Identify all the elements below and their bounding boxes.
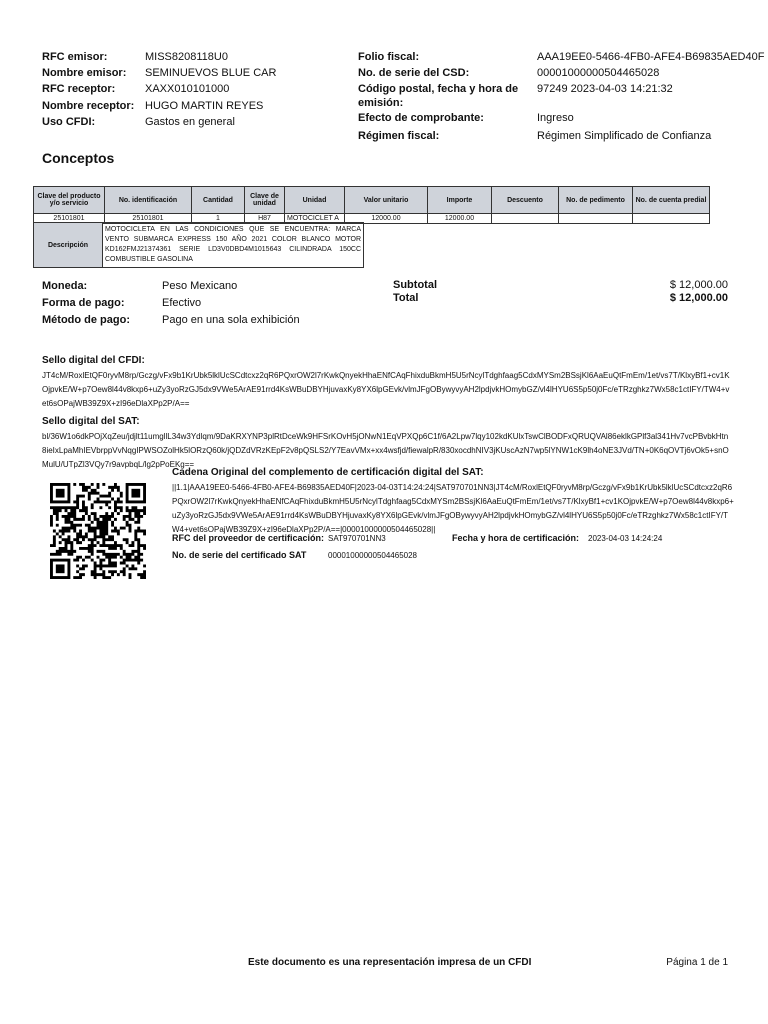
efecto-value: Ingreso [537, 112, 574, 124]
cell-clave-producto: 25101801 [34, 214, 105, 224]
moneda-value: Peso Mexicano [162, 280, 238, 292]
cell-no-pedimento [559, 214, 633, 224]
metodo-pago-value: Pago en una sola exhibición [162, 314, 300, 326]
uso-cfdi-value: Gastos en general [145, 116, 235, 128]
descripcion-table [33, 222, 364, 268]
total-label: Total [393, 292, 419, 304]
cell-cantidad: 1 [192, 214, 245, 224]
header-clave-unidad: Clave de unidad [245, 187, 285, 214]
rfc-receptor-label: RFC receptor: [42, 83, 116, 95]
folio-fiscal-value: AAA19EE0-5466-4FB0-AFE4-B69835AED40F [537, 51, 765, 63]
rfc-cert-label: RFC del proveedor de certificación: [172, 533, 325, 543]
sello-sat-value: bl/36W1o6dkPOjXqZeu/jdjlt11umgllL34w3Ydlqm/9DaKRXYNP3plRtDceWk9HFSrKOvH5jONwN1EqVPXQp6C1f/6A2Lpw7lqy102kdKUlxTswClBODFxQRUQVAl86eklkGPlf3al341Hv7vcPBvbkHtn8ieIxLpaMhIEVbrppVvNqgIPWSOZolHk5lORzQ60k/jQDZdVRzKEpF2v8pQSLS2/Y7EavVMx+xx4wsfjd/fiewalpR/830xocdhNIV3jKUscAzN7wp5lYNW1cK9lh4oNE3JVd/TN+0K6qOVTj6vOk5+snOMulU/UTpZl3VQy7r9avpbqL/lg2pPoEKg== [42, 432, 729, 469]
header-importe: Importe [428, 187, 492, 214]
rfc-receptor-value: XAXX010101000 [145, 83, 230, 95]
cell-importe: 12000.00 [428, 214, 492, 224]
header-clave-producto: Clave del producto y/o servicio [34, 187, 105, 214]
rfc-emisor-value: MISS8208118U0 [145, 51, 228, 63]
cp-fecha-label-2: emisión: [358, 97, 404, 109]
descripcion-text: MOTOCICLETA EN LAS CONDICIONES QUE SE ENCUENTRA: MARCA VENTO SUBMARCA EXPRESS 150 AÑO 2021 COLOR BLANCO MOTOR KD162FMJ21374361 SERIE LD3V0DBD4M1015643 CILINDRADA 150CC COMBUSTIBLE GASOLINA [103, 223, 364, 268]
regimen-value: Régimen Simplificado de Confianza [537, 130, 712, 142]
rfc-cert-value: SAT970701NN3 [328, 534, 386, 543]
conceptos-header-row [34, 187, 710, 214]
fecha-cert-label: Fecha y hora de certificación: [452, 533, 580, 543]
header-descuento: Descuento [492, 187, 559, 214]
forma-pago-label: Forma de pago: [42, 297, 125, 309]
forma-pago-value: Efectivo [162, 297, 202, 309]
header-cantidad: Cantidad [192, 187, 245, 214]
cell-no-cuenta-predial [633, 214, 710, 224]
cell-valor-unitario: 12000.00 [345, 214, 428, 224]
cp-fecha-value: 97249 2023-04-03 14:21:32 [537, 83, 673, 95]
nombre-receptor-label: Nombre receptor: [42, 100, 135, 112]
serie-cert-value: 00001000000504465028 [328, 551, 417, 560]
efecto-label: Efecto de comprobante: [358, 112, 484, 124]
folio-fiscal-label: Folio fiscal: [358, 51, 420, 63]
sello-cfdi-label: Sello digital del CFDI: [42, 355, 145, 366]
nombre-receptor-value: HUGO MARTIN REYES [145, 100, 264, 112]
header-no-identificacion: No. identificación [105, 187, 192, 214]
fecha-cert-value: 2023-04-03 14:24:24 [588, 534, 663, 543]
regimen-label: Régimen fiscal: [358, 130, 440, 142]
cp-fecha-label-1: Código postal, fecha y hora de [358, 83, 519, 95]
csd-value: 00001000000504465028 [537, 67, 660, 79]
page-number: Página 1 de 1 [666, 957, 728, 968]
conceptos-title: Conceptos [42, 150, 115, 166]
nombre-emisor-value: SEMINUEVOS BLUE CAR [145, 67, 277, 79]
header-no-pedimento: No. de pedimento [559, 187, 633, 214]
total-value: $ 12,000.00 [669, 292, 728, 304]
csd-label: No. de serie del CSD: [358, 67, 470, 79]
rfc-emisor-label: RFC emisor: [42, 51, 108, 63]
moneda-label: Moneda: [42, 280, 88, 292]
header-valor-unitario: Valor unitario [345, 187, 428, 214]
header-unidad: Unidad [285, 187, 345, 214]
cadena-value: ||1.1|AAA19EE0-5466-4FB0-AFE4-B69835AED40F|2023-04-03T14:24:24|SAT970701NN3|JT4cM/RoxlEtQF0ryvM8rp/Gczg/vFx9b1KrUbk5lklUcSCdtcxz2qR6PQxrOW2l7rKwkQnyekHhaENfCAqFhixduBkmH5U5rNcylTdghfaag5CdxMYSm2BSsjKl6AaEuQtFmEm/1et/vs7T/KlxyBf1+cv1KOjpvkE/W+p7Oew8l44v8kxp6+uZy3yoRzGJ5dx9VWe5ArAE91rrd4KsWBuDBYHjuvaxKy8YX6lpGEvk/vlmJFgOBywyvyAH2lpdjvkHOmybGZ/vl4lHYU6S5p50j0Fc/eTRzghkz7Wx58c1ctIFY/TW4+vet6sOPajWB39Z9X+zI96eDlaXPp2P/A==|00001000000504465028|| [172, 483, 734, 534]
cadena-label: Cadena Original del complemento de certificación digital del SAT: [172, 467, 484, 478]
metodo-pago-label: Método de pago: [42, 314, 130, 326]
nombre-emisor-label: Nombre emisor: [42, 67, 127, 79]
descripcion-label: Descripción [34, 223, 103, 268]
subtotal-value: $ 12,000.00 [669, 279, 728, 291]
footer-leyenda: Este documento es una representación impresa de un CFDI [248, 957, 532, 968]
conceptos-table [33, 186, 710, 224]
sello-sat-label: Sello digital del SAT: [42, 416, 140, 427]
qr-code-icon [50, 479, 146, 583]
header-no-cuenta-predial: No. de cuenta predial [633, 187, 710, 214]
subtotal-label: Subtotal [393, 279, 437, 291]
cell-clave-unidad: H87 [245, 214, 285, 224]
uso-cfdi-label: Uso CFDI: [42, 116, 96, 128]
sello-cfdi-value: JT4cM/RoxlEtQF0ryvM8rp/Gczg/vFx9b1KrUbk5lklUcSCdtcxz2qR6PQxrOW2l7rKwkQnyekHhaENfCAqFhixduBkmH5U5rNcylTdghfaag5CdxMYSm2BSsjKl6AaEuQtFmEm/1et/vs7T/KlxyBf1+cv1KOjpvkE/W+p7Oew8l44v8kxp6+uZy3yoRzGJ5dx9VWe5ArAE91rrd4KsWBuDBYHjuvaxKy8YX6lpGEvk/vlmJFgOBywyvyAH2lpdjvkHOmybGZ/vl4lHYU6S5p50j0Fc/eTRzghkz7Wx58c1ctIFY/TW4+vet6sOPajWB39Z9X+zI96eDlaXPp2P/A== [42, 371, 730, 408]
serie-cert-label: No. de serie del certificado SAT [172, 550, 307, 560]
cell-descuento [492, 214, 559, 224]
cell-no-identificacion: 25101801 [105, 214, 192, 224]
cell-unidad: MOTOCICLET A [285, 214, 345, 224]
